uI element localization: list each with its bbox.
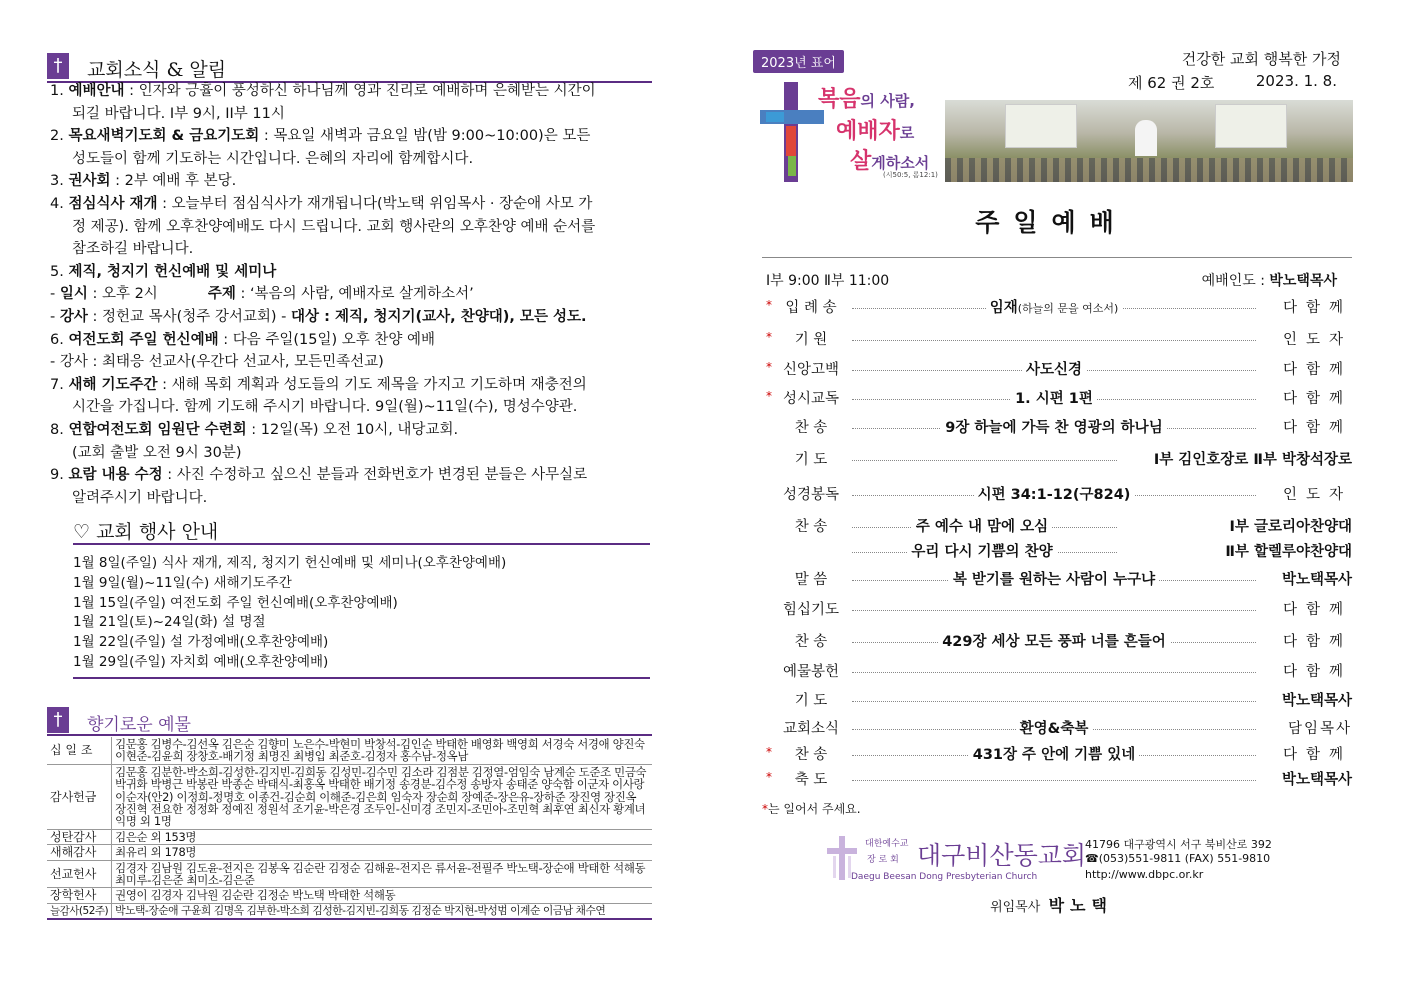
pastor-signature: 위임목사 박노택 [990, 896, 1113, 915]
table-row: 늘감사(52주) 박노택-장순애 구윤희 김명옥 김부한-박소희 김성한-김지빈-김희동 김정순 박지현-박성범 이계순 이금남 채수연 [47, 903, 652, 919]
denomination-2: 장 로 회 [867, 855, 899, 865]
notice-1: 1. 예배안내 : 인자와 긍휼이 풍성하신 하나님께 영과 진리로 예배하며 은혜받는 시간이 [50, 83, 596, 99]
order-label: 신앙고백 [782, 362, 840, 378]
notice-2: 2. 목요새벽기도회 & 금요기도회 : 목요일 새벽과 금요일 밤(밤 9:00~10:00)은 모든 [50, 128, 591, 145]
standing-mark: * [766, 745, 772, 759]
table-row: 선교헌사 김경자 김남원 김도윤-전지은 김봉옥 김순란 김정순 김해윤-전지은 류서윤-전필주 박노택-장순애 박태한 석해동 최미루-김은준 최미소-김은준 [47, 860, 652, 888]
order-label: 찬 송 [794, 747, 828, 763]
event-item: 1월 9일(월)~11일(수) 새해기도주간 [73, 574, 292, 591]
order-participant: 담임목사 [1287, 721, 1352, 737]
order-participant: 인도자 [1282, 487, 1352, 503]
order-participant: 다함께 [1282, 362, 1352, 378]
order-row [762, 568, 1352, 594]
event-item: 1월 15일(주일) 여전도회 주일 헌신예배(오후찬양예배) [73, 594, 398, 611]
notice-4-cont2: 참조하길 바랍니다. [72, 241, 194, 258]
logo-ref: (시50:5, 롬12:1) [883, 171, 938, 179]
order-participant: 다함께 [1282, 300, 1352, 316]
offering-header [47, 707, 652, 736]
order-row [762, 328, 1352, 354]
news-header [47, 53, 652, 83]
logo-line-3: 살게하소서 [850, 149, 930, 174]
notice-6-cont: - 강사 : 최태응 선교사(우간다 선교사, 모든민족선교) [50, 354, 384, 371]
order-label: 찬 송 [794, 420, 828, 436]
dotted-leader [852, 780, 1256, 781]
order-row [762, 387, 1352, 413]
order-row [762, 598, 1352, 624]
left-page [0, 0, 700, 992]
notice-3: 3. 권사회 : 2부 예배 후 본당. [50, 173, 237, 190]
event-item: 1월 22일(주일) 설 가정예배(오후찬양예배) [73, 634, 329, 651]
worship-leader: 예배인도 : 박노택목사 [1201, 273, 1337, 289]
table-row: 성탄감사 김은순 외 153명 [47, 829, 652, 844]
order-participant: Ⅰ부 글로리아찬양대 [1118, 515, 1352, 536]
order-row [762, 689, 1352, 715]
church-website[interactable]: http://www.dbpc.or.kr [1085, 868, 1204, 881]
order-content: 주 예수 내 맘에 오심 [852, 515, 1112, 536]
order-row [762, 515, 1352, 541]
order-row [762, 540, 1352, 566]
order-participant: 박노택목사 [1281, 693, 1352, 709]
table-row: 장학헌사 권영이 김경자 김낙원 김순란 김정순 박노택 박태한 석해동 [47, 888, 652, 903]
order-participant: 다함께 [1282, 664, 1352, 680]
order-label: 기 도 [794, 452, 828, 468]
order-participant: 다함께 [1282, 420, 1352, 436]
order-row [762, 448, 1352, 474]
order-label: 성시교독 [782, 391, 840, 407]
issue-number: 제 62 권 2호 [1128, 74, 1215, 92]
order-participant: Ⅰ부 김인호장로 Ⅱ부 박창석장로 [1118, 448, 1352, 469]
table-row: 십 일 조 김문홍 김병수-김선옥 김은순 김향미 노은수-박현미 박창석-김인순 박태한 배영화 백영희 서경숙 서경애 양진숙 이현준-김윤희 장창호-배기정 최명진 최병입 최준호-김정자 홍수남-정옥남 [47, 737, 652, 764]
order-row [762, 296, 1352, 322]
order-row [762, 630, 1352, 656]
bulletin-date: 2023. 1. 8. [1255, 72, 1337, 90]
church-address: 41796 대구광역시 서구 북비산로 392 [1085, 838, 1272, 851]
standing-mark: * [766, 360, 772, 374]
order-label: 입 례 송 [785, 300, 837, 316]
notice-9: 9. 요람 내용 수정 : 사진 수정하고 싶으신 분들과 전화번호가 변경된 분들은 사무실로 [50, 467, 588, 484]
divider [762, 257, 1352, 258]
cross-icon: † [47, 707, 69, 733]
dotted-leader [852, 610, 1256, 611]
notice-4-cont: 정 제공). 함께 오후찬양예배도 다시 드립니다. 교회 행사란의 오후찬양 예배 순서를 [72, 218, 596, 235]
cross-icon: † [47, 53, 69, 79]
order-label: 기 도 [794, 693, 828, 709]
service-times: Ⅰ부 9:00 Ⅱ부 11:00 [766, 273, 890, 289]
order-content: 우리 다시 기쁨의 찬양 [852, 540, 1112, 561]
order-content: 9장 하늘에 가득 찬 영광의 하나님 [852, 416, 1256, 437]
table-row: 새해감사 최유리 외 178명 [47, 845, 652, 860]
order-content: 임재(하늘의 문을 여소서) [852, 296, 1256, 317]
order-row [762, 768, 1352, 794]
worship-title: 주일예배 [975, 208, 1128, 237]
notice-9-cont: 알려주시기 바랍니다. [72, 489, 208, 506]
order-row [762, 483, 1352, 509]
order-participant: 다함께 [1282, 391, 1352, 407]
order-content: 사도신경 [852, 358, 1256, 379]
order-label: 예물봉헌 [782, 664, 840, 680]
order-participant: 다함께 [1282, 602, 1352, 618]
notices [50, 80, 650, 509]
notice-7: 7. 새해 기도주간 : 새해 목회 계획과 성도들의 기도 제목을 가지고 기도하며 재충전의 [50, 376, 587, 393]
order-content: 1. 시편 1편 [852, 387, 1256, 408]
events-header [73, 517, 650, 545]
order-participant: 다함께 [1282, 634, 1352, 650]
order-content: 복 받기를 원하는 사람이 누구냐 [852, 568, 1256, 589]
order-participant: 박노택목사 [1281, 772, 1352, 788]
standing-mark: * [766, 389, 772, 403]
notice-6: 6. 여전도회 주일 헌신예배 : 다음 주일(15일) 오후 찬양 예배 [50, 331, 436, 348]
church-name: 대구비산동교회 [917, 841, 1087, 870]
events-title: ♡ 교회 행사 안내 [73, 521, 219, 543]
church-english-name: Daegu Beesan Dong Presbyterian Church [851, 872, 1038, 882]
seminar-line-2: - 강사 : 정헌교 목사(청주 강서교회) - 대상 : 제직, 청지기(교사, 찬양대), 모든 성도. [50, 308, 587, 325]
standing-mark: * [766, 770, 772, 784]
order-participant: 박노택목사 [1281, 572, 1352, 588]
order-row [762, 743, 1352, 769]
sanctuary-photo [945, 100, 1353, 182]
order-label: 힘십기도 [782, 602, 840, 618]
standing-note: *는 일어서 주세요. [762, 802, 861, 816]
events-list [73, 554, 650, 679]
order-content: 환영&축복 [852, 717, 1256, 738]
order-label: 축 도 [794, 772, 828, 788]
event-item: 1월 8일(주일) 식사 재개, 제직, 청지기 헌신예배 및 세미나(오후찬양예배) [73, 555, 507, 571]
order-row [762, 416, 1352, 442]
notice-2-cont: 성도들이 함께 기도하는 시간입니다. 은혜의 자리에 함께합시다. [72, 150, 474, 167]
standing-mark: * [766, 330, 772, 344]
dotted-leader [852, 340, 1256, 341]
church-motto: 건강한 교회 행복한 가정 [1181, 50, 1341, 68]
church-info [825, 832, 1385, 892]
offering-title: 향기로운 예물 [87, 715, 191, 735]
news-title: 교회소식 & 알림 [87, 59, 227, 81]
offering-table [47, 737, 652, 920]
standing-mark: * [766, 298, 772, 312]
motto-logo [758, 80, 948, 185]
year-motto-badge: 2023년 표어 [753, 50, 844, 73]
order-row [762, 717, 1352, 743]
order-row [762, 358, 1352, 384]
order-content: 431장 주 안에 기쁨 있네 [852, 743, 1256, 764]
seminar-line-1: - 일시 : 오후 2시 주제 : ‘복음의 사람, 예배자로 살게하소서’ [50, 286, 474, 303]
notice-1-cont: 되길 바랍니다. I부 9시, II부 11시 [72, 105, 285, 122]
order-label: 기 원 [794, 332, 828, 348]
dotted-leader [852, 701, 1256, 702]
order-content: 시편 34:1-12(구824) [852, 483, 1256, 504]
order-participant: Ⅱ부 할렐루야찬양대 [1118, 540, 1352, 561]
order-participant: 다함께 [1282, 747, 1352, 763]
event-item: 1월 21일(토)~24일(화) 설 명절 [73, 614, 266, 631]
order-label: 찬 송 [794, 519, 828, 535]
event-item: 1월 29일(주일) 자치회 예배(오후찬양예배) [73, 653, 329, 670]
denomination: 대한예수교 [865, 839, 909, 849]
order-label: 성경봉독 [782, 487, 840, 503]
notice-8-cont: (교회 출발 오전 9시 30분) [72, 444, 242, 461]
table-row: 감사헌금 김문홍 김분한-박소희-김성한-김지빈-김희동 김성민-김수민 김소라 김점분 김정열-엄임숙 남계순 도준조 민금숙 박귀화 박병근 박봉란 박종순 박태식-최홍옥 박태한 배기정 송경분-김수정 송방자 송태준 양숙함 이군자 이사랑 이순자(안2) 이정희-정명호 이종건-김순희 이해준-김은희 임숙자 장순희 장예준-장은유-장하준 장진영 장진옥 장진혁 전요한 정정화 정예진 정원석 조기윤-박은경 조두인-신미경 조민지-조민아-조민혁 최후연 최신자 황계녀 익명 외 1명 [47, 764, 652, 829]
order-label: 찬 송 [794, 634, 828, 650]
dotted-leader [852, 460, 1117, 461]
order-participant: 인도자 [1282, 332, 1352, 348]
order-label: 말 씀 [794, 572, 828, 588]
notice-7-cont: 시간을 가집니다. 함께 기도해 주시기 바랍니다. 9일(월)~11일(수), 명성수양관. [72, 399, 578, 416]
order-row [762, 660, 1352, 686]
logo-line-1: 복음의 사람, [818, 87, 915, 112]
notice-4: 4. 점심식사 재개 : 오늘부터 점심식사가 재개됩니다(박노택 위임목사 · 장순애 사모 가 [50, 195, 593, 212]
dotted-leader [852, 672, 1256, 673]
order-label: 교회소식 [782, 721, 840, 737]
order-content: 429장 세상 모든 풍파 너를 흔들어 [852, 630, 1256, 651]
notice-5: 5. 제직, 청지기 헌신예배 및 세미나 [50, 263, 277, 280]
church-phone: ☎(053)551-9811 (FAX) 551-9810 [1085, 852, 1271, 865]
notice-8: 8. 연합여전도회 임원단 수련회 : 12일(목) 오전 10시, 내당교회. [50, 421, 459, 438]
right-page [700, 0, 1403, 992]
logo-line-2: 예배자로 [836, 119, 915, 144]
